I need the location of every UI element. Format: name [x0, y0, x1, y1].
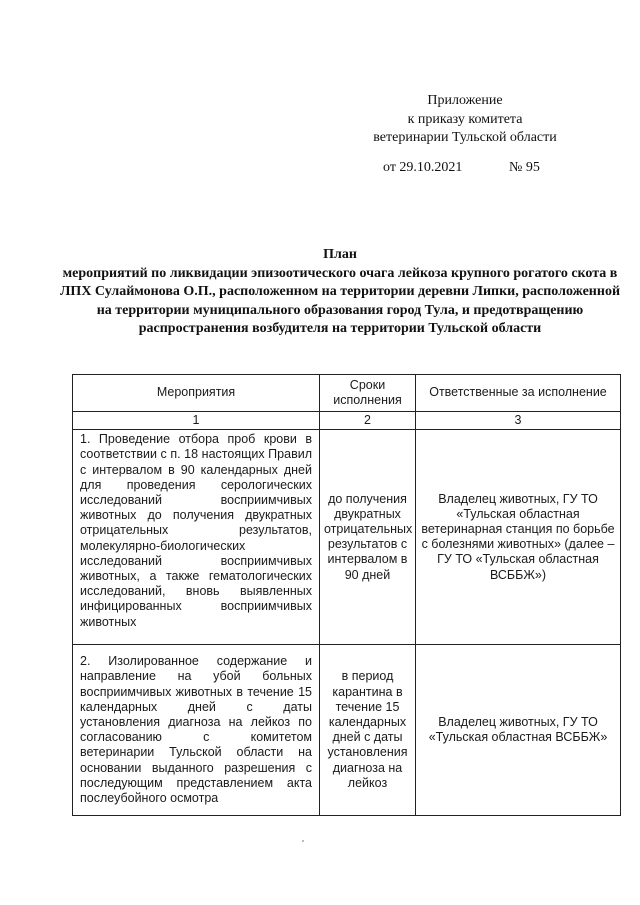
column-number-1: 1 — [73, 412, 320, 430]
row-2-deadline: в период карантина в течение 15 календарных дней с даты установления диагноза на лейкоз — [320, 645, 416, 816]
title-heading: План — [323, 247, 357, 262]
appendix-line-2: к приказу комитета — [407, 111, 523, 127]
table-row — [73, 645, 621, 816]
row-1-responsible: Владелец животных, ГУ ТО «Тульская областная ветеринарная станция по борьбе с болезнями животных» (далее – ГУ ТО «Тульская областная ВСББЖ») — [416, 430, 621, 645]
table-header-row — [73, 375, 621, 412]
header-deadlines: Сроки исполнения — [320, 375, 416, 412]
header-activities: Мероприятия — [73, 375, 320, 412]
column-number-2: 2 — [320, 412, 416, 430]
row-1-activity: 1. Проведение отбора проб крови в соответствии с п. 18 настоящих Правил с интервалом в 90 календарных дней для проведения серологических исследований восприимчивых животных до получения двукратных отрицательных результатов, молекулярно-биологических исследований восприимчивых животных, а также гематологических исследований, вновь выявленных инфицированных восприимчивых животных — [73, 430, 320, 645]
appendix-line-1: Приложение — [427, 93, 503, 108]
order-number: № 95 — [509, 160, 540, 175]
order-date: от 29.10.2021 — [383, 160, 463, 175]
order-date-number — [383, 160, 540, 176]
document-title — [60, 246, 620, 339]
title-body: мероприятий по ликвидации эпизоотического очага лейкоза крупного рогатого скота в ЛПХ Сулаймонова О.П., расположенном на территории деревни Липки, расположенной на территории муниципального образования город Тула, и предотвращению распространения возбудителя на территории Тульской области — [60, 265, 621, 336]
appendix-block — [360, 92, 570, 148]
table-number-row — [73, 412, 621, 430]
appendix-line-3: ветеринарии Тульской области — [373, 130, 557, 145]
row-2-activity: 2. Изолированное содержание и направление на убой больных восприимчивых животных в течение 15 календарных дней с даты установления диагноза на лейкоз по согласованию с комитетом ветеринарии Тульской области на основании выданного разрешения с последующим представлением акта послеубойного осмотра — [73, 645, 320, 816]
page-mark — [302, 840, 304, 842]
column-number-3: 3 — [416, 412, 621, 430]
row-1-deadline: до получения двукратных отрицательных результатов с интервалом в 90 дней — [320, 430, 416, 645]
table-row — [73, 430, 621, 645]
row-2-responsible: Владелец животных, ГУ ТО «Тульская областная ВСББЖ» — [416, 645, 621, 816]
header-responsible: Ответственные за исполнение — [416, 375, 621, 412]
plan-table — [72, 374, 621, 816]
